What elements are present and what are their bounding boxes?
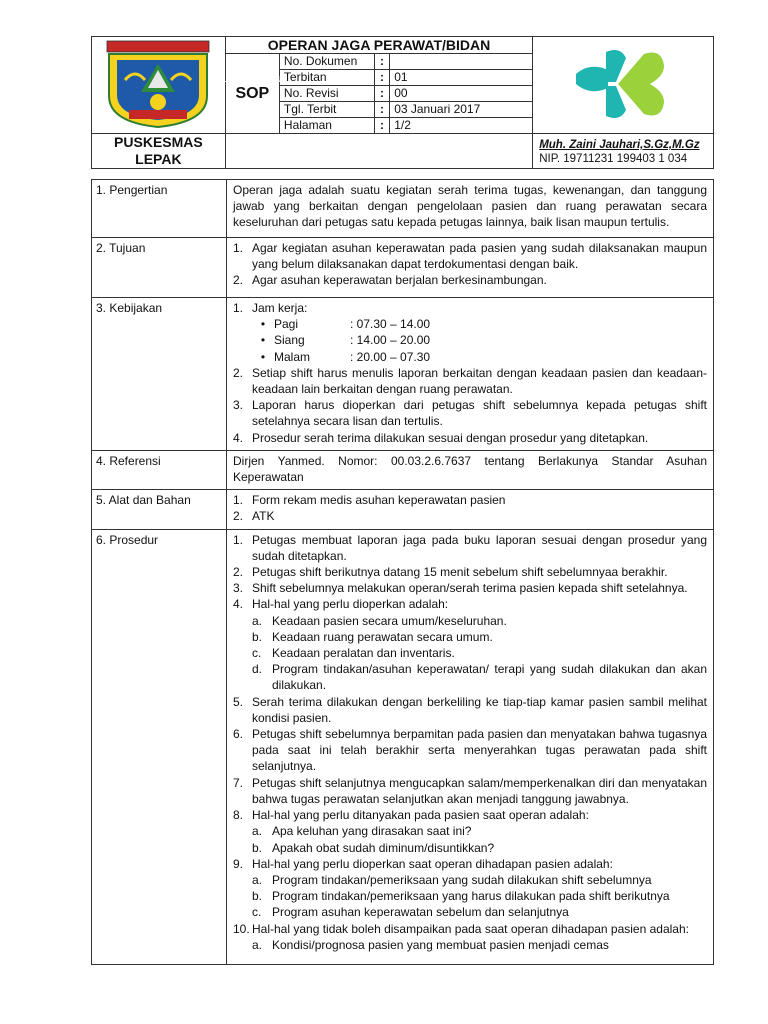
list-item: 2. ATK — [233, 509, 275, 524]
list-item: 4. Hal-hal yang perlu dioperkan adalah: — [233, 597, 449, 612]
label-kebijakan: 3. Kebijakan — [92, 298, 227, 451]
list-item: 1. Agar kegiatan asuhan keperawatan pada pasien yang sudah dilaksanakan maupun yang belum dilaksanakan dapat terdokumentasi dengan baik. — [233, 241, 707, 272]
list-item: 6. Petugas shift sebelumnya berpamitan pada pasien dan menyatakan bahwa tugasnya pada saat ini telah berakhir serta menyerahkan tugas perawatan pada shift selanjutnya. — [233, 727, 707, 774]
meta-colon: : — [374, 118, 389, 134]
list-item: 3. Shift sebelumnya melakukan operan/serah terima pasien kepada shift setelahnya. — [233, 581, 688, 596]
label-referensi: 4. Referensi — [92, 450, 227, 489]
label-tujuan: 2. Tujuan — [92, 238, 227, 298]
content-pengertian: Operan jaga adalah suatu kegiatan serah terima tugas, kewenangan, dan tanggung jawab yang berkaitan dengan pengelolaan pasien dan ruang perawatan secara keseluruhan dari petugas satu kepada petugas lainnya, baik lisan maupun tertulis. — [227, 180, 714, 238]
kemkes-logo-icon — [568, 44, 678, 124]
list-item: 2. Petugas shift berikutnya datang 15 menit sebelum shift sebelumnyaa berakhir. — [233, 565, 668, 580]
sub-item: a. Keadaan pasien secara umum/keseluruhan. — [252, 613, 507, 628]
kemkes-logo-cell — [533, 37, 714, 134]
shift-item: • Malam : 20.00 – 07.30 — [260, 349, 431, 364]
content-prosedur — [227, 529, 714, 964]
meta-colon: : — [374, 54, 389, 70]
list-item: 1. Form rekam medis asuhan keperawatan pasien — [233, 493, 506, 508]
meta-value-no-revisi: 00 — [390, 86, 533, 102]
meta-label-terbitan: Terbitan — [279, 70, 374, 86]
label-pengertian: 1. Pengertian — [92, 180, 227, 238]
content-referensi: Dirjen Yanmed. Nomor: 00.03.2.6.7637 tentang Berlakunya Standar Asuhan Keperawatan — [227, 450, 714, 489]
label-alat-bahan: 5. Alat dan Bahan — [92, 490, 227, 529]
puskesmas-line2: LEPAK — [135, 151, 182, 167]
sub-item: b. Keadaan ruang perawatan secara umum. — [252, 629, 493, 644]
list-item: 2. Agar asuhan keperawatan berjalan berkesinambungan. — [233, 273, 547, 288]
document-title: OPERAN JAGA PERAWAT/BIDAN — [225, 37, 532, 54]
sub-item: a. Apa keluhan yang dirasakan saat ini? — [252, 824, 472, 839]
signer-block — [533, 134, 714, 169]
meta-label-no-revisi: No. Revisi — [279, 86, 374, 102]
sub-item: d. Program tindakan/asuhan keperawatan/ terapi yang sudah dilakukan dan akan dilakukan. — [252, 662, 707, 693]
meta-colon: : — [374, 102, 389, 118]
list-item: 10. Hal-hal yang tidak boleh disampaikan pada saat operan dihadapan pasien adalah: — [233, 921, 689, 936]
list-item: 8. Hal-hal yang perlu ditanyakan pada pasien saat operan adalah: — [233, 808, 589, 823]
sub-item: a. Kondisi/prognosa pasien yang membuat pasien menjadi cemas — [252, 937, 609, 952]
content-alat-bahan — [227, 490, 714, 529]
list-item: 1. Petugas membuat laporan jaga pada buku laporan sesuai dengan prosedur yang sudah ditetapkan. — [233, 532, 707, 563]
list-item: 4. Prosedur serah terima dilakukan sesuai dengan prosedur yang ditetapkan. — [233, 430, 649, 445]
meta-value-no-dokumen — [390, 54, 533, 70]
meta-label-halaman: Halaman — [279, 118, 374, 134]
sop-label: SOP — [225, 54, 279, 134]
sub-item: c. Program asuhan keperawatan sebelum dan selanjutnya — [252, 905, 569, 920]
content-tujuan — [227, 238, 714, 298]
list-item: 2. Setiap shift harus menulis laporan berkaitan dengan keadaan pasien dan keadaan-keadaan lain berkaitan dengan ruang perawatan. — [233, 365, 707, 397]
label-prosedur: 6. Prosedur — [92, 529, 227, 964]
list-item: 1. Jam kerja: — [233, 301, 308, 315]
sub-item: c. Keadaan peralatan dan inventaris. — [252, 646, 455, 661]
sub-item: b. Apakah obat sudah diminum/disuntikkan? — [252, 840, 495, 855]
meta-value-terbitan: 01 — [390, 70, 533, 86]
list-item: 7. Petugas shift selanjutnya mengucapkan salam/memperkenalkan diri dan menyatakan bahwa tugas perawatan selanjutkan akan menjadi tanggung jawabnya. — [233, 775, 707, 806]
logo-text-bottom: PATUH KARYA — [233, 142, 276, 149]
sop-header — [91, 36, 714, 169]
shift-item: • Siang : 14.00 – 20.00 — [260, 333, 431, 348]
list-item: 5. Serah terima dilakukan dengan berkeliling ke tiap-tiap kamar pasien sambil melihat kondisi pasien. — [233, 694, 707, 725]
meta-value-tgl-terbit: 03 Januari 2017 — [390, 102, 533, 118]
signer-name: Muh. Zaini Jauhari,S.Gz,M.Gz — [539, 139, 700, 151]
list-item: 9. Hal-hal yang perlu dioperkan saat operan dihadapan pasien adalah: — [233, 856, 613, 871]
sub-item: b. Program tindakan/pemeriksaan yang harus dilakukan pada shift berikutnya — [252, 889, 670, 904]
sop-body — [91, 179, 714, 965]
logo-text-top: LOMBOK TIMUR — [221, 74, 288, 84]
meta-label-tgl-terbit: Tgl. Terbit — [279, 102, 374, 118]
meta-value-halaman: 1/2 — [390, 118, 533, 134]
empty-cell — [225, 134, 532, 169]
content-kebijakan — [227, 298, 714, 451]
sub-item: a. Program tindakan/pemeriksaan yang sudah dilakukan shift sebelumnya — [252, 872, 652, 887]
shift-item: • Pagi : 07.30 – 14.00 — [260, 317, 431, 332]
meta-label-no-dokumen: No. Dokumen — [279, 54, 374, 70]
puskesmas-line1: PUSKESMAS — [114, 134, 203, 150]
puskesmas-name — [92, 134, 226, 169]
meta-colon: : — [374, 70, 389, 86]
list-item: 3. Laporan harus dioperkan dari petugas shift sebelumnya kepada petugas shift setelahnya secara lisan dan tertulis. — [233, 398, 707, 429]
lombok-timur-emblem-icon — [105, 40, 211, 128]
signer-nip: NIP. 19711231 199403 1 034 — [539, 153, 688, 165]
meta-colon: : — [374, 86, 389, 102]
